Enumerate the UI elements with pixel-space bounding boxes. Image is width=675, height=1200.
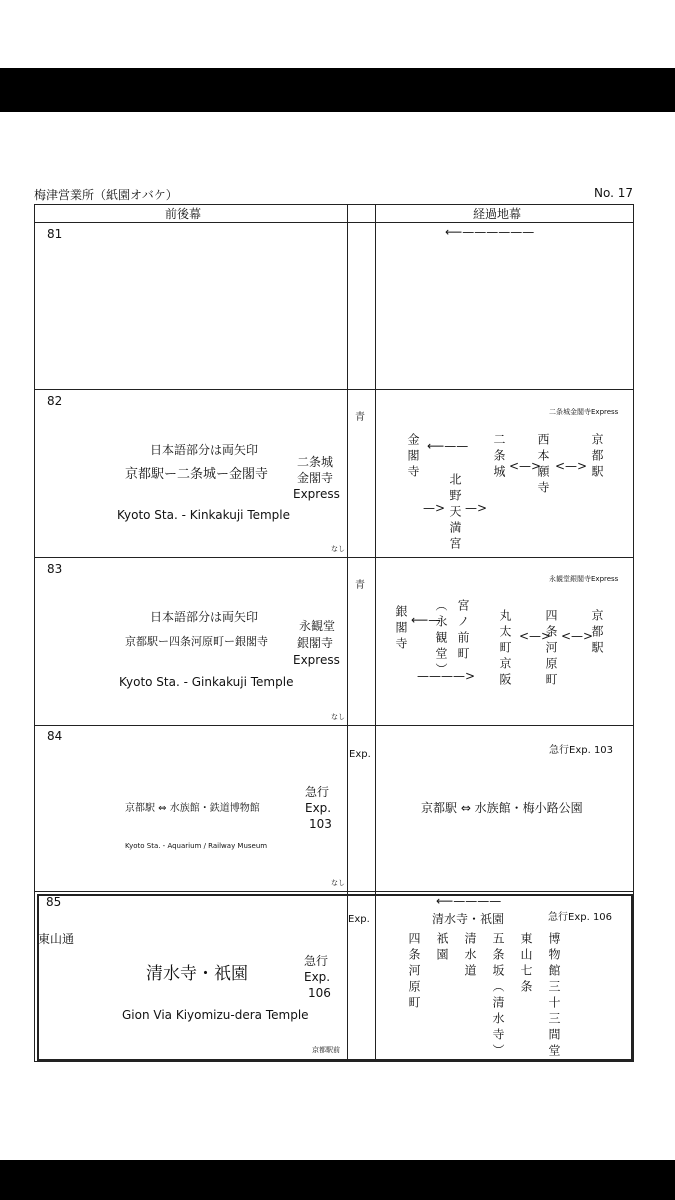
- english-destination: Gion Via Kiyomizu-dera Temple: [122, 1008, 309, 1022]
- side-label-en: Express: [293, 653, 340, 667]
- side-label-mid: Exp.: [304, 970, 331, 984]
- stop-label: 東山七条: [519, 932, 533, 996]
- note-text: 日本語部分は両矢印: [150, 610, 259, 624]
- double-arrow-icon: <—>: [555, 459, 588, 473]
- right-arrow-icon: ————>: [417, 669, 476, 683]
- stop-label: 銀閣寺: [394, 605, 408, 653]
- column-header-front-back: 前後幕: [165, 207, 202, 221]
- left-arrow-icon: ⟵————: [436, 894, 502, 908]
- left-arrow-icon: ⟵——: [427, 439, 469, 453]
- stop-label: 京都駅: [590, 433, 604, 481]
- side-label-top: 永観堂: [299, 619, 336, 633]
- color-mark: 青: [355, 412, 365, 423]
- stop-label: 北野天満宮: [448, 473, 462, 553]
- route-small-label: 二条城金閣寺Express: [549, 408, 619, 416]
- column-header-route: 経過地幕: [473, 207, 522, 221]
- corner-note: なし: [331, 545, 345, 553]
- route-small-label: 急行Exp. 106: [548, 912, 613, 923]
- row-number: 83: [47, 562, 63, 576]
- row-number: 82: [47, 394, 63, 408]
- left-arrow-icon: ⟵——————: [445, 225, 535, 239]
- stop-label: 四条河原町: [407, 932, 421, 1012]
- stop-label: 博物館三十三間堂: [547, 932, 561, 1060]
- stop-label: （永観堂）: [434, 599, 448, 679]
- stop-label: 五条坂（清水寺）: [491, 932, 505, 1060]
- english-destination: Kyoto Sta. - Ginkakuji Temple: [119, 675, 294, 689]
- stop-label: 四条河原町: [544, 609, 558, 689]
- stop-label: 丸太町京阪: [498, 609, 512, 689]
- route-mark: Exp.: [348, 914, 370, 925]
- row-number: 84: [47, 729, 63, 743]
- sheet-title: 梅津営業所（紙園オバケ）: [34, 188, 178, 202]
- route-prefix: 東山通: [38, 932, 75, 946]
- corner-note: なし: [331, 879, 345, 887]
- stop-label: 清水道: [463, 932, 477, 980]
- stop-label: 祇園: [435, 932, 449, 964]
- stop-label: 宮ノ前町: [456, 599, 470, 663]
- side-label-top: 急行: [305, 785, 330, 799]
- bottom-black-bar: [0, 1160, 675, 1200]
- row-divider-83: [35, 557, 633, 558]
- stop-label: 金閣寺: [406, 433, 420, 481]
- double-arrow-icon: <—>: [561, 629, 594, 643]
- english-destination: Kyoto Sta. - Aquarium / Railway Museum: [125, 842, 268, 850]
- side-label-num: 103: [309, 817, 332, 831]
- destination-table: [34, 204, 634, 1062]
- corner-note: 京都駅前: [312, 1046, 340, 1054]
- main-destination: 京都駅ー二条城ー金閣寺: [125, 467, 269, 482]
- double-arrow-icon: <—>: [509, 459, 542, 473]
- note-text: 日本語部分は両矢印: [150, 443, 259, 457]
- left-arrow-icon: ⟵—: [411, 613, 441, 627]
- header-divider: [35, 222, 633, 223]
- row-divider-85: [35, 891, 633, 892]
- row-divider-82: [35, 389, 633, 390]
- route-destination: 京都駅 ⇔ 水族館・梅小路公園: [421, 801, 583, 815]
- row-number: 85: [46, 895, 62, 909]
- side-label-num: 106: [308, 986, 331, 1000]
- route-small-label: 永観堂銀閣寺Express: [549, 575, 619, 583]
- side-label-mid: Exp.: [305, 801, 332, 815]
- stop-label: 京都駅: [590, 609, 604, 657]
- right-arrow-icon: —>: [423, 501, 446, 515]
- double-arrow-icon: <—>: [519, 629, 552, 643]
- side-label-mid: 金閣寺: [297, 471, 334, 485]
- side-label-mid: 銀閣寺: [297, 636, 334, 650]
- route-title: 清水寺・祇園: [432, 912, 505, 926]
- main-destination: 京都駅 ⇔ 水族館・鉄道博物館: [125, 803, 260, 814]
- corner-note: なし: [331, 713, 345, 721]
- main-destination: 清水寺・祇園: [146, 964, 248, 984]
- highlighted-row: [37, 894, 633, 1061]
- stop-label: 西本願寺: [536, 433, 550, 497]
- stop-label: 二条城: [492, 433, 506, 481]
- side-label-top: 急行: [304, 954, 329, 968]
- top-black-bar: [0, 68, 675, 112]
- route-small-label: 急行Exp. 103: [549, 745, 614, 756]
- side-label-top: 二条城: [297, 455, 334, 469]
- side-label-en: Express: [293, 487, 340, 501]
- right-arrow-icon: —>: [465, 501, 488, 515]
- main-destination: 京都駅ー四条河原町ー銀閣寺: [125, 635, 268, 648]
- route-mark: Exp.: [349, 749, 371, 760]
- page-number: No. 17: [594, 186, 634, 200]
- english-destination: Kyoto Sta. - Kinkakuji Temple: [117, 508, 291, 522]
- row-number: 81: [47, 227, 63, 241]
- row-divider-84: [35, 725, 633, 726]
- color-mark: 青: [355, 580, 365, 591]
